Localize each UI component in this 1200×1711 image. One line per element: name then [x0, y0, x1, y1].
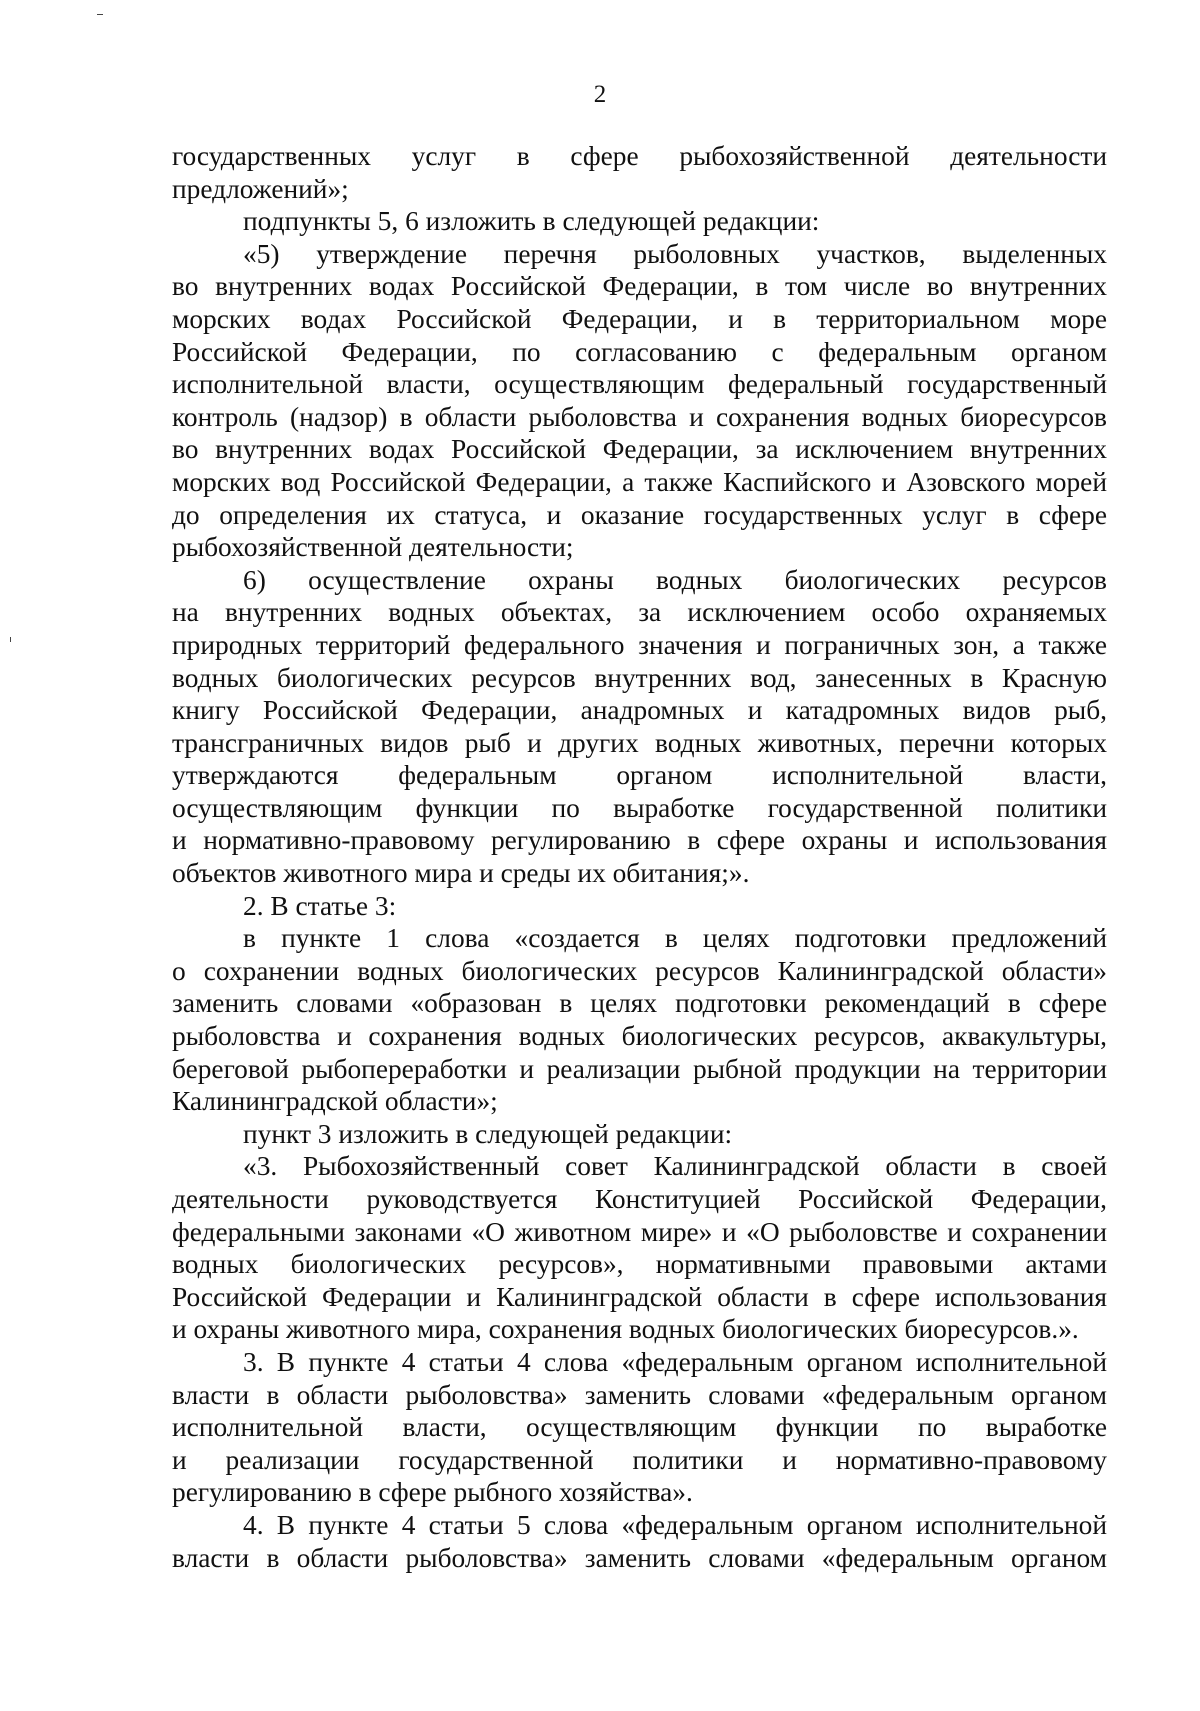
text-line: контроль (надзор) в области рыболовства и сохранения водных биоресурсов [172, 401, 1107, 432]
text-line: утверждаются федеральным органом исполнительной власти, [172, 760, 1107, 791]
page-number: 2 [593, 81, 607, 108]
text-line: во внутренних водах Российской Федерации, за исключением внутренних [172, 434, 1107, 465]
text-line: о сохранении водных биологических ресурсов Калининградской области» [172, 955, 1107, 986]
text-line: и реализации государственной политики и нормативно-правовому [172, 1444, 1107, 1475]
text-line: государственных услуг в сфере рыбохозяйственной деятельности [172, 141, 1107, 171]
text-line: береговой рыбопереработки и реализации рыбной продукции на территории [172, 1053, 1107, 1084]
text-line: власти в области рыболовства» заменить словами «федеральным органом [172, 1542, 1107, 1573]
text-line: исполнительной власти, осуществляющим федеральный государственный [172, 369, 1107, 400]
scan-artifact [97, 14, 103, 15]
text-line: подпункты 5, 6 изложить в следующей редакции: [243, 206, 820, 237]
text-line: до определения их статуса, и оказание государственных услуг в сфере [172, 499, 1107, 530]
text-line: деятельности руководствуется Конституцией Российской Федерации, [172, 1184, 1107, 1214]
text-line: осуществляющим функции по выработке государственной политики [172, 792, 1107, 823]
text-line: исполнительной власти, осуществляющим функции по выработке [172, 1412, 1107, 1443]
text-line: рыболовства и сохранения водных биологических ресурсов, аквакультуры, [172, 1021, 1107, 1052]
text-line: федеральными законами «О животном мире» и «О рыболовстве и сохранении [172, 1216, 1107, 1247]
text-line: книгу Российской Федерации, анадромных и катадромных видов рыб, [172, 695, 1107, 726]
text-line: природных территорий федерального значения и пограничных зон, а также [172, 629, 1107, 660]
text-line: во внутренних водах Российской Федерации, в том числе во внутренних [172, 271, 1107, 302]
text-line: 2. В статье 3: [243, 890, 397, 921]
text-line: Российской Федерации и Калининградской области в сфере использования [172, 1281, 1107, 1312]
document-body [172, 140, 1107, 1574]
text-line: «3. Рыбохозяйственный совет Калининградской области в своей [243, 1151, 1107, 1182]
text-line: и охраны животного мира, сохранения водных биологических биоресурсов.». [172, 1314, 1079, 1345]
text-line: Российской Федерации, по согласованию с федеральным органом [172, 336, 1107, 367]
text-line: предложений»; [172, 173, 349, 204]
text-line: трансграничных видов рыб и других водных животных, перечни которых [172, 727, 1107, 758]
text-line: регулированию в сфере рыбного хозяйства». [172, 1477, 693, 1508]
text-line: 4. В пункте 4 статьи 5 слова «федеральным органом исполнительной [243, 1509, 1107, 1540]
text-line: водных биологических ресурсов», нормативными правовыми актами [172, 1249, 1107, 1280]
text-line: Калининградской области»; [172, 1086, 498, 1117]
text-line: 3. В пункте 4 статьи 4 слова «федеральным органом исполнительной [243, 1346, 1107, 1377]
text-line: 6) осуществление охраны водных биологических ресурсов [243, 564, 1107, 595]
text-line: морских водах Российской Федерации, и в территориальном море [172, 303, 1107, 334]
text-line: в пункте 1 слова «создается в целях подготовки предложений [243, 923, 1107, 954]
text-line: «5) утверждение перечня рыболовных участков, выделенных [243, 238, 1107, 269]
text-line: морских вод Российской Федерации, а также Каспийского и Азовского морей [172, 466, 1107, 497]
text-line: и нормативно-правовому регулированию в сфере охраны и использования [172, 825, 1107, 856]
text-line: на внутренних водных объектах, за исключением особо охраняемых [172, 597, 1107, 628]
text-line: водных биологических ресурсов внутренних вод, занесенных в Красную [172, 662, 1107, 693]
text-line: рыбохозяйственной деятельности; [172, 532, 574, 563]
text-line: власти в области рыболовства» заменить словами «федеральным органом [172, 1379, 1107, 1410]
text-line: заменить словами «образован в целях подготовки рекомендаций в сфере [172, 988, 1107, 1019]
scan-artifact [10, 637, 11, 642]
text-line: пункт 3 изложить в следующей редакции: [243, 1118, 733, 1149]
text-line: объектов животного мира и среды их обитания;». [172, 858, 750, 889]
